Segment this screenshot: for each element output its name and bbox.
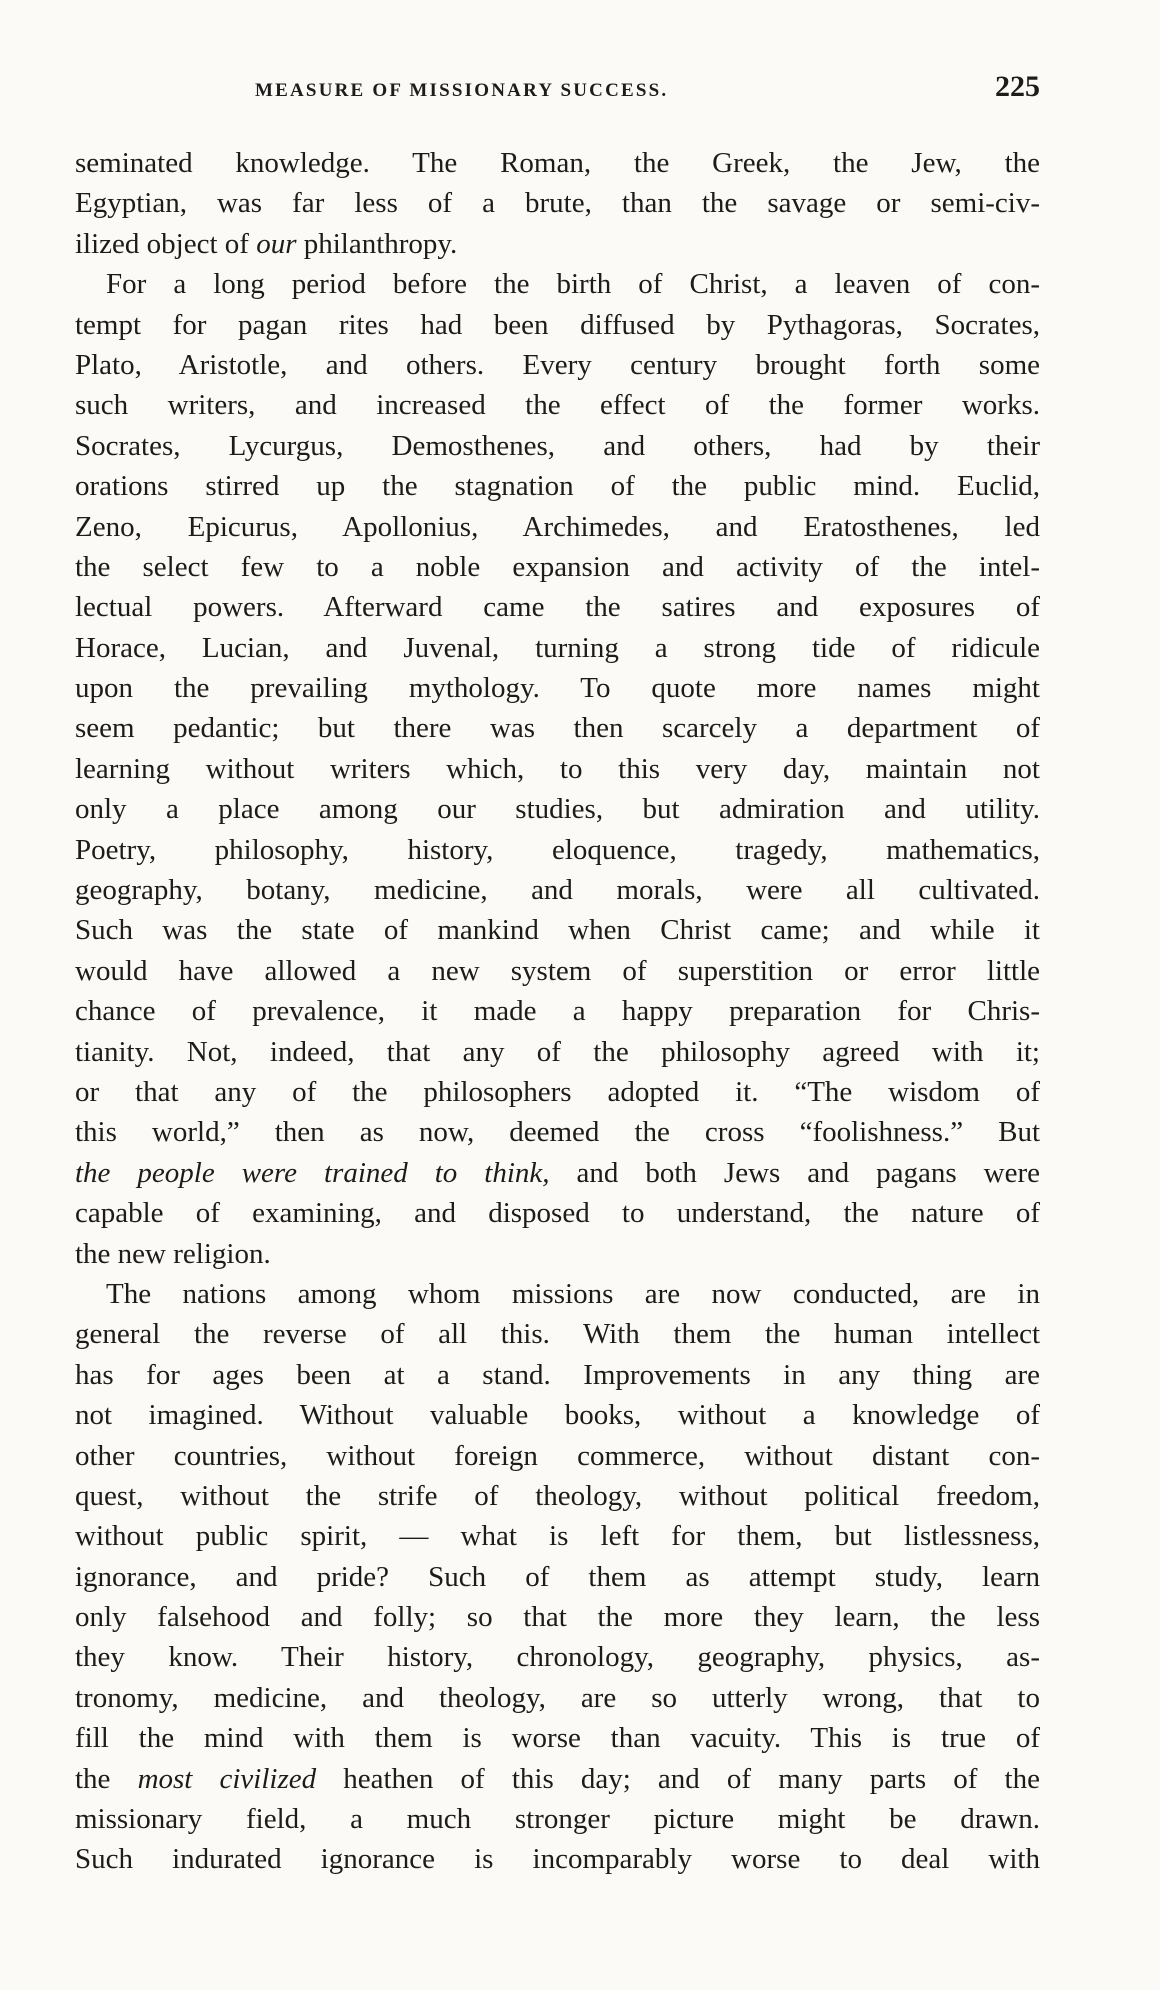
text-segment: tianity. Not, indeed, that any of the philosophy agreed with it; — [75, 1035, 1040, 1068]
text-line — [75, 345, 1040, 385]
text-segment: quest, without the strife of theology, without political freedom, — [75, 1479, 1040, 1512]
text-line — [75, 830, 1040, 870]
text-line — [75, 507, 1040, 547]
text-line — [75, 628, 1040, 668]
text-line — [75, 951, 1040, 991]
text-segment: philanthropy. — [296, 227, 458, 260]
text-line — [75, 1436, 1040, 1476]
text-line — [75, 305, 1040, 345]
text-line — [75, 1153, 1040, 1193]
text-segment: geography, botany, medicine, and morals, were all cultivated. — [75, 874, 1040, 907]
text-line — [75, 1759, 1040, 1799]
text-line — [75, 1637, 1040, 1677]
text-line — [75, 183, 1040, 223]
text-segment: ilized object of — [75, 227, 257, 260]
running-head: MEASURE OF MISSIONARY SUCCESS. — [255, 80, 669, 101]
text-segment: Poetry, philosophy, history, eloquence, tragedy, mathematics, — [75, 833, 1040, 866]
text-line — [75, 1839, 1040, 1879]
text-line — [75, 1234, 1040, 1274]
text-segment: Such indurated ignorance is incomparably worse to deal with — [75, 1843, 1040, 1876]
text-line — [75, 1112, 1040, 1152]
text-line — [75, 789, 1040, 829]
text-segment: seminated knowledge. The Roman, the Greek, the Jew, the — [75, 147, 1040, 179]
text-segment: tempt for pagan rites had been diffused by Pythagoras, Socrates, — [75, 308, 1040, 341]
text-segment: learning without writers which, to this very day, maintain not — [75, 752, 1040, 785]
text-line — [75, 587, 1040, 627]
text-segment: missionary field, a much stronger picture might be drawn. — [75, 1803, 1040, 1836]
text-segment: Zeno, Epicurus, Apollonius, Archimedes, and Eratosthenes, led — [75, 510, 1040, 543]
text-segment: the new religion. — [75, 1237, 271, 1270]
text-segment: fill the mind with them is worse than vacuity. This is true of — [75, 1722, 1040, 1755]
text-segment: ignorance, and pride? Such of them as attempt study, learn — [75, 1560, 1040, 1593]
text-segment: upon the prevailing mythology. To quote more names might — [75, 672, 1040, 705]
text-segment: Socrates, Lycurgus, Demosthenes, and others, had by their — [75, 429, 1040, 462]
text-line — [75, 1516, 1040, 1556]
text-segment: only falsehood and folly; so that the more they learn, the less — [75, 1601, 1040, 1634]
text-segment: orations stirred up the stagnation of the public mind. Euclid, — [75, 470, 1040, 503]
italic-text: the people were trained to think, — [75, 1156, 550, 1189]
text-line — [75, 426, 1040, 466]
text-segment: capable of examining, and disposed to understand, the nature of — [75, 1197, 1040, 1230]
text-line — [75, 1718, 1040, 1758]
text-line — [75, 385, 1040, 425]
text-line — [75, 1314, 1040, 1354]
text-line — [75, 1597, 1040, 1637]
text-line — [75, 1072, 1040, 1112]
text-line — [75, 1274, 1040, 1314]
text-line — [75, 910, 1040, 950]
text-line — [75, 1678, 1040, 1718]
text-segment: tronomy, medicine, and theology, are so utterly wrong, that to — [75, 1681, 1040, 1714]
italic-text: most civilized — [137, 1762, 317, 1795]
text-line — [75, 1799, 1040, 1839]
text-segment: lectual powers. Afterward came the satires and exposures of — [75, 591, 1040, 624]
text-line — [75, 224, 1040, 264]
text-segment: Egyptian, was far less of a brute, than the savage or semi-civ- — [75, 187, 1040, 220]
text-segment: Such was the state of mankind when Christ came; and while it — [75, 914, 1040, 947]
text-line — [75, 466, 1040, 506]
text-segment: the select few to a noble expansion and activity of the intel- — [75, 550, 1040, 583]
text-segment: has for ages been at a stand. Improvements in any thing are — [75, 1358, 1040, 1391]
text-segment: they know. Their history, chronology, geography, physics, as- — [75, 1641, 1040, 1674]
text-segment: general the reverse of all this. With them the human intellect — [75, 1318, 1040, 1351]
text-segment: heathen of this day; and of many parts of the — [316, 1762, 1040, 1795]
page-number: 225 — [995, 70, 1040, 103]
text-segment: Horace, Lucian, and Juvenal, turning a strong tide of ridicule — [75, 631, 1040, 664]
text-segment: this world,” then as now, deemed the cross “foolishness.” But — [75, 1116, 1040, 1149]
text-line — [75, 143, 1040, 183]
text-segment: chance of prevalence, it made a happy preparation for Chris- — [75, 995, 1040, 1028]
text-line — [75, 547, 1040, 587]
text-segment: only a place among our studies, but admiration and utility. — [75, 793, 1040, 826]
text-segment: The nations among whom missions are now conducted, are in — [106, 1277, 1040, 1310]
text-segment: would have allowed a new system of superstition or error little — [75, 954, 1040, 987]
text-segment: other countries, without foreign commerce, without distant con- — [75, 1439, 1040, 1472]
text-line — [75, 870, 1040, 910]
text-line — [75, 1032, 1040, 1072]
italic-text: our — [256, 227, 297, 260]
text-segment: such writers, and increased the effect of the former works. — [75, 389, 1040, 422]
text-segment: For a long period before the birth of Christ, a leaven of con- — [106, 268, 1040, 301]
text-segment: without public spirit, — what is left for them, but listlessness, — [75, 1520, 1040, 1553]
text-line — [75, 1476, 1040, 1516]
text-line — [75, 668, 1040, 708]
text-line — [75, 1395, 1040, 1435]
text-segment: not imagined. Without valuable books, without a knowledge of — [75, 1399, 1040, 1432]
text-line — [75, 264, 1040, 304]
text-line — [75, 708, 1040, 748]
text-segment: the — [75, 1762, 138, 1795]
body-text — [75, 143, 1040, 1880]
text-line — [75, 1557, 1040, 1597]
text-line — [75, 1355, 1040, 1395]
text-line — [75, 1193, 1040, 1233]
text-segment: or that any of the philosophers adopted it. “The wisdom of — [75, 1075, 1040, 1108]
text-segment: Plato, Aristotle, and others. Every century brought forth some — [75, 348, 1040, 381]
text-line — [75, 749, 1040, 789]
text-segment: and both Jews and pagans were — [549, 1156, 1040, 1189]
text-segment: seem pedantic; but there was then scarcely a department of — [75, 712, 1040, 745]
page-header — [75, 70, 1040, 110]
text-line — [75, 991, 1040, 1031]
